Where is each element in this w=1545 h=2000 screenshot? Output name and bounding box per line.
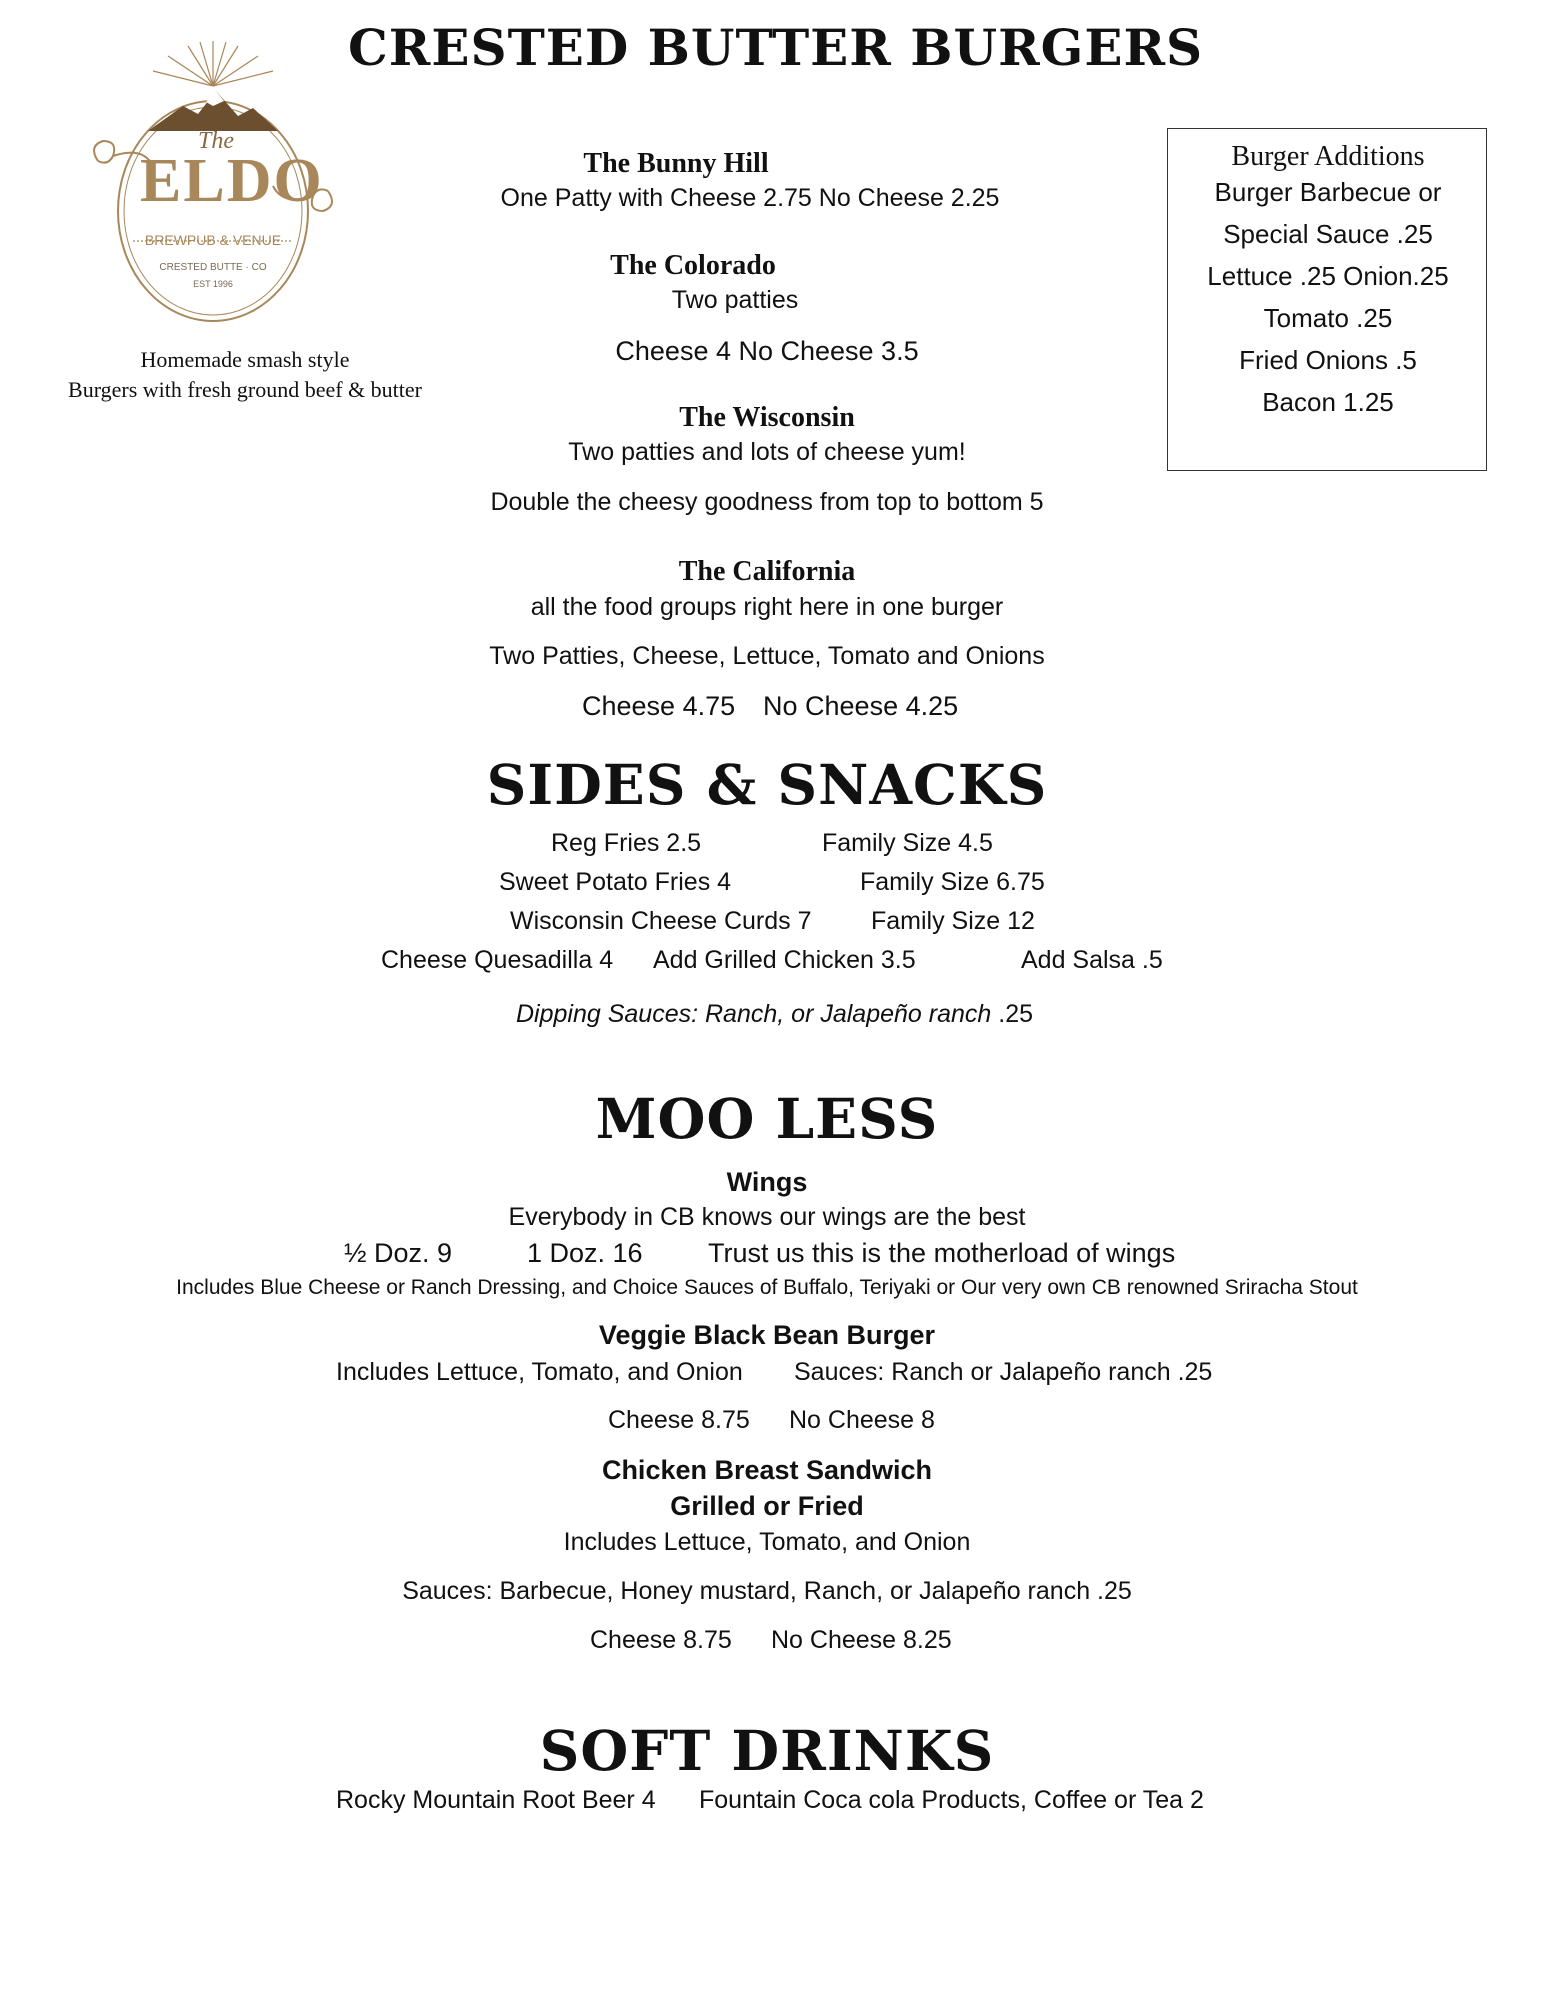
logo-location: CRESTED BUTTE · CO bbox=[159, 262, 267, 273]
eldo-logo bbox=[88, 36, 338, 326]
burger-line: all the food groups right here in one burger bbox=[530, 593, 1004, 621]
additions-line: Special Sauce .25 bbox=[1223, 219, 1433, 249]
additions-line: Tomato .25 bbox=[1263, 303, 1393, 333]
dipping-sauces-price: .25 bbox=[998, 1000, 1034, 1028]
page-title: CRESTED BUTTER BURGERS bbox=[348, 18, 1204, 77]
wings-half-dozen: ½ Doz. 9 bbox=[344, 1238, 453, 1268]
additions-line: Burger Barbecue or bbox=[1214, 177, 1442, 207]
burger-title: The Colorado bbox=[610, 250, 776, 281]
side-item: Wisconsin Cheese Curds 7 bbox=[510, 907, 812, 935]
side-item: Sweet Potato Fries 4 bbox=[499, 868, 732, 896]
veggie-includes: Includes Lettuce, Tomato, and Onion bbox=[336, 1358, 743, 1386]
burger-price: No Cheese 4.25 bbox=[763, 691, 959, 721]
side-item: Cheese Quesadilla 4 bbox=[381, 946, 614, 974]
burger-price: Cheese 4.75 bbox=[582, 691, 736, 721]
veggie-sauces: Sauces: Ranch or Jalapeño ranch .25 bbox=[794, 1358, 1213, 1386]
burger-additions-box bbox=[1167, 128, 1487, 471]
sides-heading: SIDES & SNACKS bbox=[486, 752, 1048, 817]
dipping-sauces bbox=[516, 1000, 1033, 1029]
drinks-heading: SOFT DRINKS bbox=[539, 1718, 995, 1783]
side-family: Family Size 12 bbox=[871, 907, 1035, 935]
drink-root-beer: Rocky Mountain Root Beer 4 bbox=[336, 1786, 656, 1814]
wings-includes: Includes Blue Cheese or Ranch Dressing, and Choice Sauces of Buffalo, Teriyaki or Our very own CB renowned Sriracha Stout bbox=[176, 1276, 1358, 1299]
burger-line: Cheese 4 No Cheese 3.5 bbox=[615, 336, 919, 366]
burger-line: Two Patties, Cheese, Lettuce, Tomato and Onions bbox=[489, 642, 1045, 670]
drink-fountain: Fountain Coca cola Products, Coffee or Tea 2 bbox=[699, 1786, 1204, 1814]
chicken-no-cheese: No Cheese 8.25 bbox=[771, 1626, 952, 1654]
logo-the: The bbox=[198, 128, 234, 154]
wings-dozen: 1 Doz. 16 bbox=[527, 1238, 643, 1268]
wings-title: Wings bbox=[726, 1167, 808, 1197]
logo-name: ELDO bbox=[140, 147, 324, 215]
chicken-sauces: Sauces: Barbecue, Honey mustard, Ranch, or Jalapeño ranch .25 bbox=[402, 1577, 1132, 1605]
chicken-cheese: Cheese 8.75 bbox=[590, 1626, 732, 1654]
additions-line: Bacon 1.25 bbox=[1262, 387, 1394, 417]
veggie-title: Veggie Black Bean Burger bbox=[598, 1320, 936, 1350]
side-item: Add Grilled Chicken 3.5 bbox=[653, 946, 916, 974]
tagline-line2: Burgers with fresh ground beef & butter bbox=[68, 377, 422, 402]
veggie-cheese: Cheese 8.75 bbox=[608, 1406, 750, 1434]
burger-title: The California bbox=[678, 556, 856, 587]
additions-line: Lettuce .25 Onion.25 bbox=[1207, 261, 1449, 291]
side-family: Family Size 4.5 bbox=[822, 829, 993, 857]
wings-desc: Everybody in CB knows our wings are the best bbox=[508, 1203, 1026, 1231]
burger-title: The Wisconsin bbox=[679, 402, 855, 433]
veggie-no-cheese: No Cheese 8 bbox=[789, 1406, 935, 1434]
burger-line: Double the cheesy goodness from top to bottom 5 bbox=[490, 488, 1044, 516]
additions-title: Burger Additions bbox=[1231, 141, 1425, 172]
logo-subtitle: BREWPUB & VENUE bbox=[144, 232, 282, 248]
logo-established: EST 1996 bbox=[193, 279, 233, 289]
chicken-subtitle: Grilled or Fried bbox=[670, 1491, 864, 1521]
burger-title: The Bunny Hill bbox=[583, 148, 769, 179]
burger-line: One Patty with Cheese 2.75 No Cheese 2.25 bbox=[500, 184, 1000, 212]
chicken-title: Chicken Breast Sandwich bbox=[601, 1455, 933, 1485]
side-item: Add Salsa .5 bbox=[1021, 946, 1163, 974]
tagline-line1: Homemade smash style bbox=[140, 347, 350, 372]
burger-line: Two patties bbox=[671, 286, 799, 314]
chicken-includes: Includes Lettuce, Tomato, and Onion bbox=[563, 1528, 971, 1556]
burger-line: Two patties and lots of cheese yum! bbox=[568, 438, 966, 466]
moo-less-heading: MOO LESS bbox=[595, 1086, 939, 1151]
additions-line: Fried Onions .5 bbox=[1239, 345, 1417, 375]
side-family: Family Size 6.75 bbox=[860, 868, 1045, 896]
side-item: Reg Fries 2.5 bbox=[551, 829, 702, 857]
wings-tagline: Trust us this is the motherload of wings bbox=[708, 1238, 1176, 1268]
dipping-sauces-label: Dipping Sauces: Ranch, or Jalapeño ranch bbox=[516, 1000, 992, 1028]
